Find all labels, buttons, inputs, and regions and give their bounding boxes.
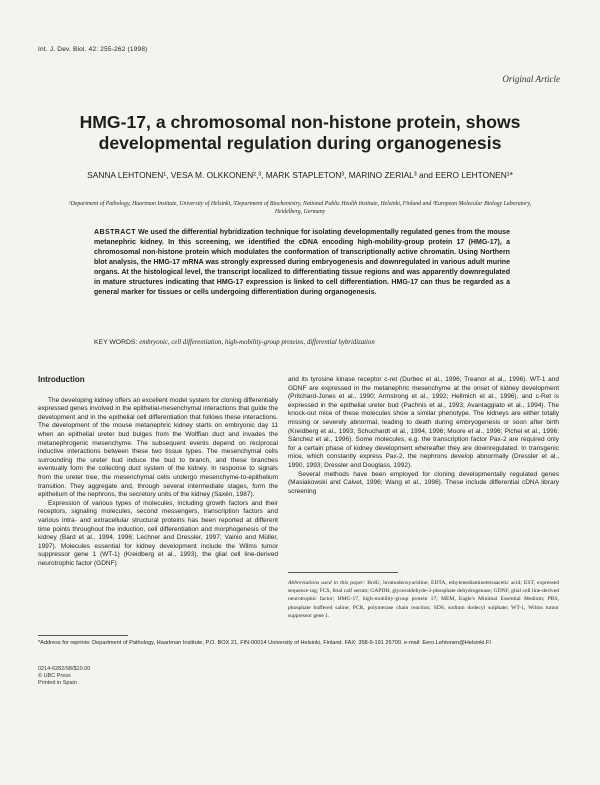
- abstract: [94, 228, 510, 298]
- abbreviations-label: Abbreviations used in this paper:: [288, 580, 366, 586]
- right-paragraph-2: Several methods have been employed for cloning developmentally regulated genes (Masiakowski and Calvet, 1996; Wang et al., 1996). These include differential cDNA library screening: [288, 470, 559, 495]
- keywords-label: KEY WORDS:: [94, 339, 138, 346]
- right-column: [288, 376, 559, 496]
- issn-block: [38, 666, 90, 687]
- issn-line: 0214-6282/98/$10.00: [38, 666, 91, 672]
- affiliations: ¹Department of Pathology, Haartman Institute, University of Helsinki, ²Department of Biochemistry, National Public Health Institute, Helsinki, Finland and ³European Molecular Biology Laboratory, Heidelberg, Germany: [68, 201, 532, 215]
- reprint-footnote: *Address for reprints: Department of Pathology, Haartman Institute, P.O. BOX 21, FIN-00014 University of Helsinki, Finland. FAX: 358-9-191 26700. e-mail: Eero.Lehtonen@Helsinki.FI: [38, 640, 491, 646]
- publisher-line: © UBC Press: [38, 673, 71, 679]
- keywords: [94, 338, 534, 347]
- section-label: Original Article: [502, 74, 560, 84]
- abbreviations-divider: [288, 572, 398, 573]
- section-heading-introduction: Introduction: [38, 375, 85, 384]
- intro-paragraph-1: The developing kidney offers an excellent model system for cloning differentially expressed genes involved in the epithelial-mesenchymal interactions that guide the development and in the epithelial cell differentiation that follows these interactions. The development of the mouse metanephric kidney starts on embryonic day 11 when an epithelial ureter bud bulges from the Wolffian duct and invades the metanephrogenic mesenchyme. The subsequent events depend on reciprocal inductive interactions between these two tissue types. The mesenchymal cells surrounding the ureter bud induce the bud to branch, and these branches eventually form the collecting duct system of the kidney. In response to signals from the ureter tree, the mesenchymal cells undergo mesenchyme-to-epithelium transition. They aggregate and, through several intermediate stages, form the epithelium of the nephrons, the secretory units of the kidney (Saxén, 1987).: [38, 396, 278, 499]
- abbreviations-text: BrdU, bromodeoxyuridine; EDTA, ethylenediaminetetraacetic acid; EST, expressed sequence tag; FCS, fetal calf serum; GAPDH, glyceraldehyde-3-phosphate dehydrogenase; GDNF, glial cell line-derived neurotrophic factor; HMG-17, high-mobility-group protein 17; MEM, Eagle's Minimal Essential Medium; PBS, phosphate buffered saline; PCR, polymerase chain reaction; SDS, sodium dodecyl sulphate; WT-1, Wilms tumor suppressor gene 1.: [288, 580, 559, 619]
- article-title: HMG-17, a chromosomal non-histone protein, shows developmental regulation during organogenesis: [79, 112, 521, 153]
- abstract-label: ABSTRACT: [94, 229, 136, 236]
- abbreviations-box: [288, 579, 559, 620]
- left-column: [38, 376, 278, 568]
- abstract-text: We used the differential hybridization technique for isolating developmentally regulated genes from the mouse metanephric kidney. In this screening, we identified the cDNA encoding high-mobility-group protein 17 (HMG-17), a chromosomal non-histone protein which modulates the conformation of transcriptionally active chromatin. Using Northern blot analysis, the HMG-17 mRNA was strongly expressed during embryogenesis and downregulated in various adult murine organs. At the histological level, the transcript localized to differentiating tissue regions and was apparently downregulated in mature structures indicating that HMG-17 expression is linked to cell differentiation. HMG-17 can thus be regarded as a general marker for tissues or cells undergoing differentiation during organogenesis.: [94, 229, 510, 296]
- keywords-list: embryonic, cell differentiation, high-mobility-group proteins, differential hybridization: [139, 339, 375, 346]
- right-paragraph-1: and its tyrosine kinase receptor c-ret (Durbec et al., 1996; Treanor et al., 1996). WT-1 and GDNF are expressed in the metanephric mesenchyme at the onset of kidney development (Pritchard-Jones et al., 1990; Armstrong et al., 1992; Hellmich et al., 1996), and c-Ret is expressed in the epithelial ureter bud (Pachnis et al., 1993; Avantaggiato et al., 1994). The knock-out mice of these molecules show a similar phenotype. The kidneys are either totally missing or severely abnormal, leading to death during embryogenesis or soon after birth (Kreidberg et al., 1993; Schuchardt et al., 1994, 1996; Moore et al., 1996; Pichel et al., 1996; Sánchez et al., 1996). Some molecules, e.g. the transcription factor Pax-2 are required only for a certain phase of kidney development whereafter they are downregulated. In transgenic mice, which constantly express Pax-2, the nephrons develop abnormally (Dressler et al., 1990, 1993; Dressler and Douglass, 1992).: [288, 376, 559, 469]
- footnote-divider: [38, 635, 128, 636]
- printed-line: Printed in Spain: [38, 680, 77, 686]
- author-list: SANNA LEHTONEN¹, VESA M. OLKKONEN²,³, MARK STAPLETON³, MARINO ZERIAL³ and EERO LEHTONEN¹*: [87, 170, 513, 180]
- journal-reference: Int. J. Dev. Biol. 42: 255-262 (1998): [38, 46, 148, 53]
- intro-paragraph-2: Expression of various types of molecules, including growth factors and their receptors, signaling molecules, second messengers, transcription factors and various intra- and extracellular structural proteins has been reported at different time points throughout the induction, cell differentiation and morphogenesis of the kidney (Bard et al., 1994, 1996; Lechner and Dressler, 1997; Vainio and Müller, 1997). Molecules essential for kidney development include the Wilms tumor suppressor gene 1 (WT-1) (Kreidberg et al., 1993), the glial cell line-derived neurotrophic factor (GDNF): [38, 499, 278, 567]
